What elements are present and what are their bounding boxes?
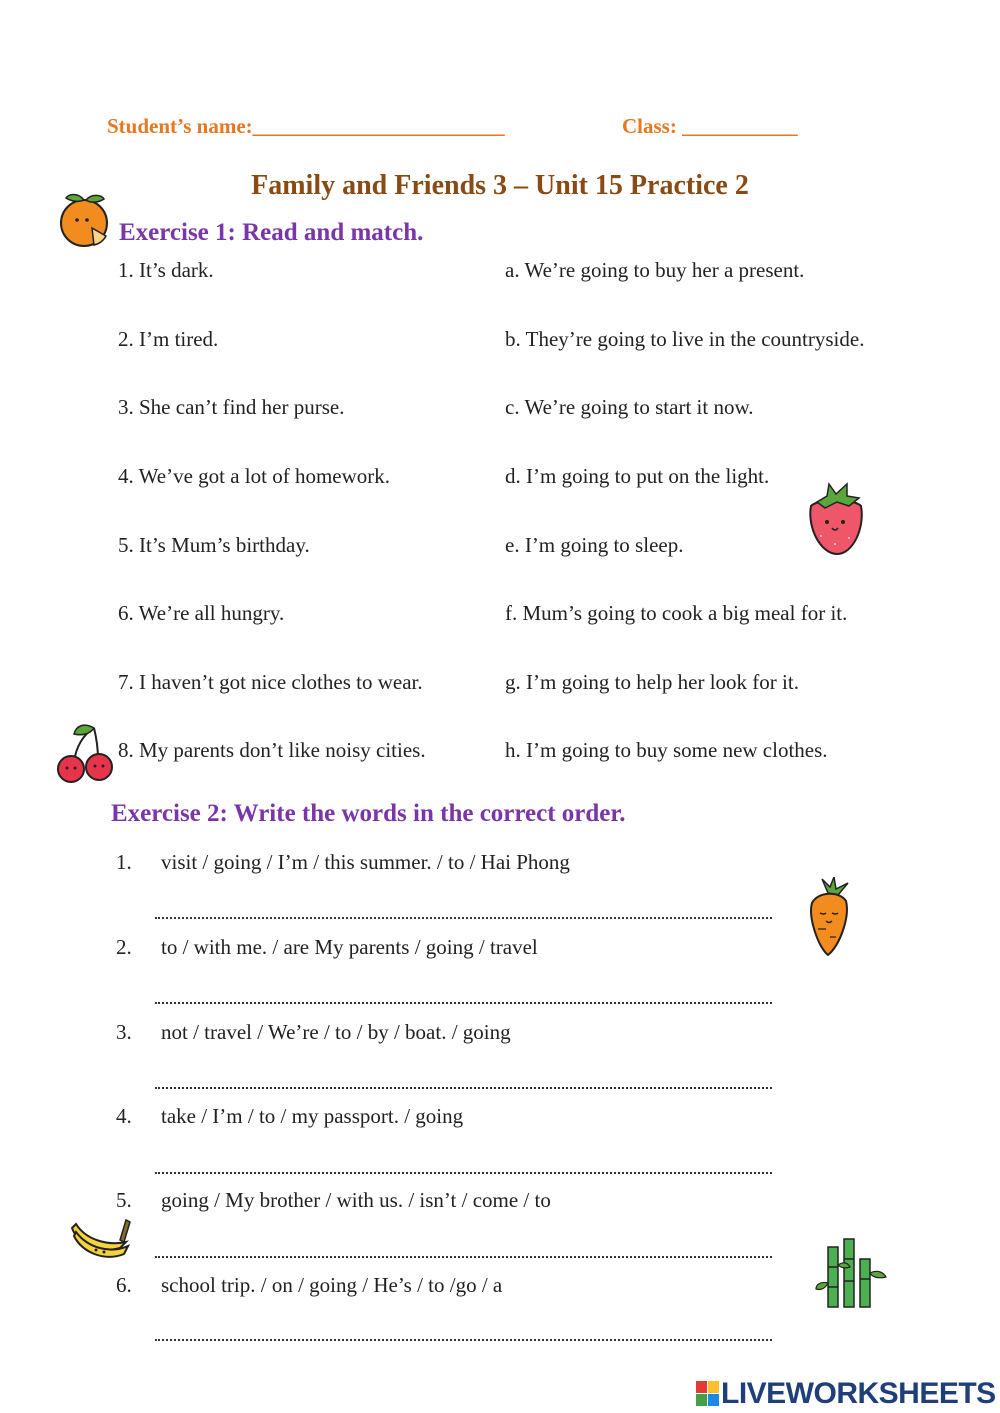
cherry-icon: [54, 722, 118, 784]
order-item-text: visit / going / I’m / this summer. / to / Hai Phong: [161, 850, 570, 874]
class-label: Class: ___________: [622, 114, 798, 138]
order-item-number: 2.: [116, 935, 132, 959]
answer-line[interactable]: [155, 1172, 772, 1174]
match-right-item: f. Mum’s going to cook a big meal for it.: [505, 601, 848, 625]
match-left-item: 4. We’ve got a lot of homework.: [118, 464, 391, 488]
order-item-text: take / I’m / to / my passport. / going: [161, 1104, 464, 1128]
answer-line[interactable]: [155, 1002, 772, 1004]
carrot-icon: [804, 877, 856, 957]
banana-icon: [68, 1214, 134, 1264]
match-left-item: 6. We’re all hungry.: [118, 601, 285, 625]
match-left-item: 3. She can’t find her purse.: [118, 395, 345, 419]
orange-icon: [58, 190, 112, 248]
match-left-item: 7. I haven’t got nice clothes to wear.: [118, 670, 423, 694]
match-left-item: 1. It’s dark.: [118, 258, 214, 282]
answer-line[interactable]: [155, 1087, 772, 1089]
match-right-item: e. I’m going to sleep.: [505, 533, 684, 557]
order-item-number: 6.: [116, 1273, 132, 1297]
bamboo-icon: [814, 1237, 890, 1309]
answer-line[interactable]: [155, 1256, 772, 1258]
match-right-item: h. I’m going to buy some new clothes.: [505, 738, 828, 762]
match-right-item: g. I’m going to help her look for it.: [505, 670, 799, 694]
order-item-number: 3.: [116, 1020, 132, 1044]
page-title: Family and Friends 3 – Unit 15 Practice 2: [251, 170, 749, 201]
match-right-item: d. I’m going to put on the light.: [505, 464, 770, 488]
order-item-text: not / travel / We’re / to / by / boat. / going: [161, 1020, 511, 1044]
answer-line[interactable]: [155, 1339, 772, 1341]
liveworksheets-logo-text: LIVEWORKSHEETS: [721, 1377, 996, 1410]
match-left-item: 2. I’m tired.: [118, 327, 219, 351]
liveworksheets-logo: [695, 1376, 996, 1412]
match-right-item: c. We’re going to start it now.: [505, 395, 754, 419]
student-name-label: Student’s name:________________________: [107, 114, 505, 138]
order-item-text: going / My brother / with us. / isn’t / come / to: [161, 1188, 551, 1212]
order-item-text: to / with me. / are My parents / going / travel: [161, 935, 538, 959]
order-item-number: 5.: [116, 1188, 132, 1212]
match-right-item: b. They’re going to live in the countryside.: [505, 327, 865, 351]
match-left-item: 5. It’s Mum’s birthday.: [118, 533, 310, 557]
exercise2-title: Exercise 2: Write the words in the correct order.: [111, 800, 626, 827]
liveworksheets-logo-icon: [695, 1379, 721, 1409]
order-item-number: 1.: [116, 850, 132, 874]
order-item-text: school trip. / on / going / He’s / to /go / a: [161, 1273, 503, 1297]
strawberry-icon: [803, 478, 869, 558]
match-left-item: 8. My parents don’t like noisy cities.: [118, 738, 426, 762]
answer-line[interactable]: [155, 917, 772, 919]
order-item-number: 4.: [116, 1104, 132, 1128]
match-right-item: a. We’re going to buy her a present.: [505, 258, 805, 282]
exercise1-title: Exercise 1: Read and match.: [119, 219, 424, 246]
